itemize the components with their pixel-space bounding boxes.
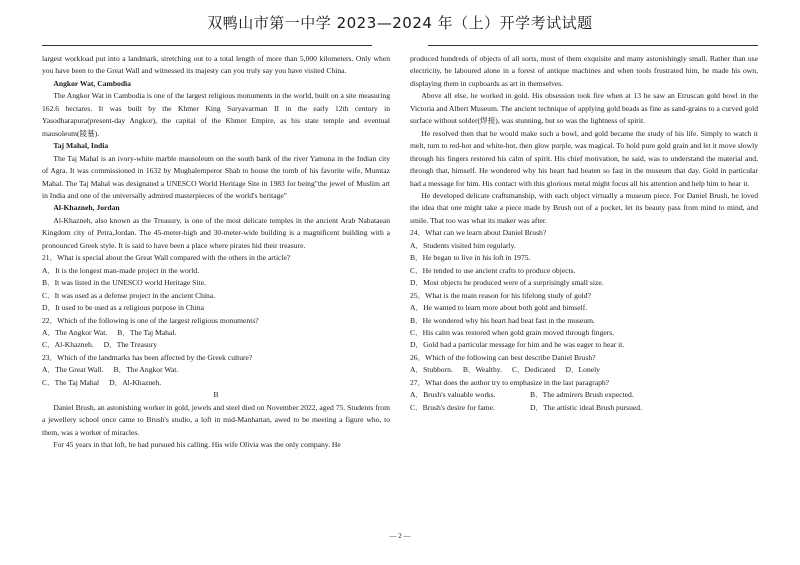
paragraph: The Angkor Wat in Cambodia is one of the largest religious monuments in the world, built on a site measuring 162.6 hectares. It was built by the Khmer King Suryavarman II in the early 12th century in Yasodharapura(present-day Angkor), the capital of the Khmer Empire, as his state temple and eventual mausoleum(陵墓). (42, 91, 390, 138)
option: B．Wealthy. (462, 365, 503, 375)
options-row (410, 402, 758, 414)
option: B．He began to live in his loft in 1975. (410, 253, 531, 263)
paragraph: He resolved then that he would make such a bowl, and gold became the study of his life. Simply to watch it melt, turn to red-hot and white-hot, then glow purple, was magical. To hold pure gold grain and let it move slowly through his fingers restored his calm of spirit. His chief motivation, he said, was to understand the material and, through that, himself. He wondered why his heart had beaten so fast in the museum that day. Gold in particular had a message for him. His contact with this glorious metal might focus all his attention and help him to hear it. (410, 128, 758, 188)
option: D．The Treasury (103, 340, 158, 350)
option: C．Dedicated (512, 365, 556, 375)
option: A．Stubborn. (410, 365, 453, 375)
section-heading: Angkor Wat, Cambodia (53, 78, 131, 88)
paragraph: For 45 years in that loft, he had pursued his calling. His wife Olivia was the only company. He (53, 440, 341, 450)
option: C．His calm was restored when gold grain moved through fingers. (410, 327, 615, 337)
question: 25．What is the main reason for his lifelong study of gold? (410, 290, 591, 300)
option: B．The Angkor Wat. (113, 365, 179, 375)
option: C．Al-Khazneh. (42, 340, 94, 350)
paragraph: Al-Khazneh, also known as the Treasury, is one of the most delicate temples in the ancient Arab Nabataean Kingdom city of Petra,Jordan. The 45-meter-high and 30-meter-wide building is a magnificent building with a pronounced Greek style. It is said to have been a place where pirates hid their treasure. (42, 215, 390, 250)
option: A．Brush's valuable works. (410, 390, 496, 400)
option: B．He wondered why his heart had beat fast in the museum. (410, 315, 595, 325)
question: 26．Which of the following can best describe Daniel Brush? (410, 352, 596, 362)
option: D．The artistic ideal Brush pursued. (530, 402, 642, 412)
option: C．He tended to use ancient crafts to produce objects. (410, 265, 576, 275)
question: 23．Which of the landmarks has been affected by the Greek culture? (42, 352, 253, 362)
options-row (410, 389, 758, 401)
header-rule-left (42, 45, 372, 46)
question: 21．What is special about the Great Wall compared with the others in the article? (42, 253, 291, 263)
paragraph: largest workload put into a landmark, stretching out to a total length of more than 5,000 kilometers. Only when you have been to the Great Wall and witnessed its majesty can you truly say you have visited China. (42, 54, 390, 76)
option: B．It was listed in the UNESCO world Heritage Site. (42, 278, 206, 288)
paragraph: Daniel Brush, an astonishing worker in gold, jewels and steel died on November 2022, aged 75. Students from a jewellery school once came to Brush's studio, a loft in mid-Manhattan, awed to be meeting a figure who, to them, was a worker of miracles. (42, 402, 390, 437)
options-row (42, 339, 390, 351)
options-row (410, 364, 758, 376)
page-title: 双鸭山市第一中学 2023—2024 年（上）开学考试试题 (207, 14, 593, 32)
option: A．Students visited him regularly. (410, 240, 516, 250)
left-column (42, 53, 390, 452)
option: B．The admirers Brush expected. (530, 390, 634, 400)
paragraph: The Taj Mahal is an ivory-white marble mausoleum on the south bank of the river Yamuna in the Indian city of Agra. It was commissioned in 1632 by Mughalemperor Shah to house the tomb of his favorite wife, Mumtaz Mahal. The Taj Mahal was designated a UNESCO World Heritage Site in 1983 for being"the jewel of Muslim art in India and one of the universally admired masterpieces of the world's heritage" (42, 153, 390, 200)
header-rule-right (428, 45, 758, 46)
option: D．Gold had a particular message for him and he was eager to hear it. (410, 340, 625, 350)
option: A．The Angkor Wat. (42, 327, 108, 337)
paragraph: produced hundreds of objects of all sorts, most of them exquisite and many astonishingly small. Rather than use electricity, he laboured alone in a forest of antique machines and when tools frustrated him, he made his own, displaying them in cupboards as art in themselves. (410, 54, 758, 88)
question: 24．What can we learn about Daniel Brush? (410, 228, 547, 238)
option: C．The Taj Mahal (42, 377, 100, 387)
options-row (42, 364, 390, 376)
option: D．It used to be used as a religious purpose in China (42, 303, 204, 313)
options-row (42, 377, 390, 389)
section-heading: Taj Mahal, India (53, 141, 109, 151)
section-heading: Al-Khazneh, Jordan (53, 203, 120, 213)
option: A．He wanted to learn more about both gold and himself. (410, 303, 588, 313)
option: C．Brush's desire for fame. (410, 402, 495, 412)
question: 27．What does the author try to emphasize in the last paragraph? (410, 377, 610, 387)
options-row (42, 327, 390, 339)
section-label: B (213, 390, 219, 400)
option: D．Lonely (565, 365, 601, 375)
right-column (410, 53, 758, 414)
paragraph: He developed delicate craftsmanship, with each object virtually a museum piece. For Daniel Brush, he loved the idea that one might take a piece made by Brush out of a pocket, let its beauty pass from mind to mind, and smile. That too was what its maker was after. (410, 190, 758, 225)
option: A．The Great Wall. (42, 365, 104, 375)
page-number: — 2 — (389, 532, 411, 540)
option: B．The Taj Mahal. (117, 327, 177, 337)
option: A．It is the longest man-made project in the world. (42, 265, 200, 275)
paragraph: Above all else, he worked in gold. His obsession took fire when at 13 he saw an Etruscan gold bowl in the Victoria and Albert Museum. The ancient technique of applying gold beads as fine as sand-grains to a curved gold surface without solder(焊接), was stunning, but so was the lightness of spirit. (410, 91, 758, 126)
question: 22．Which of the following is one of the largest religious monuments? (42, 315, 259, 325)
option: C．It was used as a defense project in the ancient China. (42, 290, 216, 300)
option: D．Al-Khazneh. (109, 377, 162, 387)
option: D．Most objects he produced were of a surprisingly small size. (410, 278, 604, 288)
